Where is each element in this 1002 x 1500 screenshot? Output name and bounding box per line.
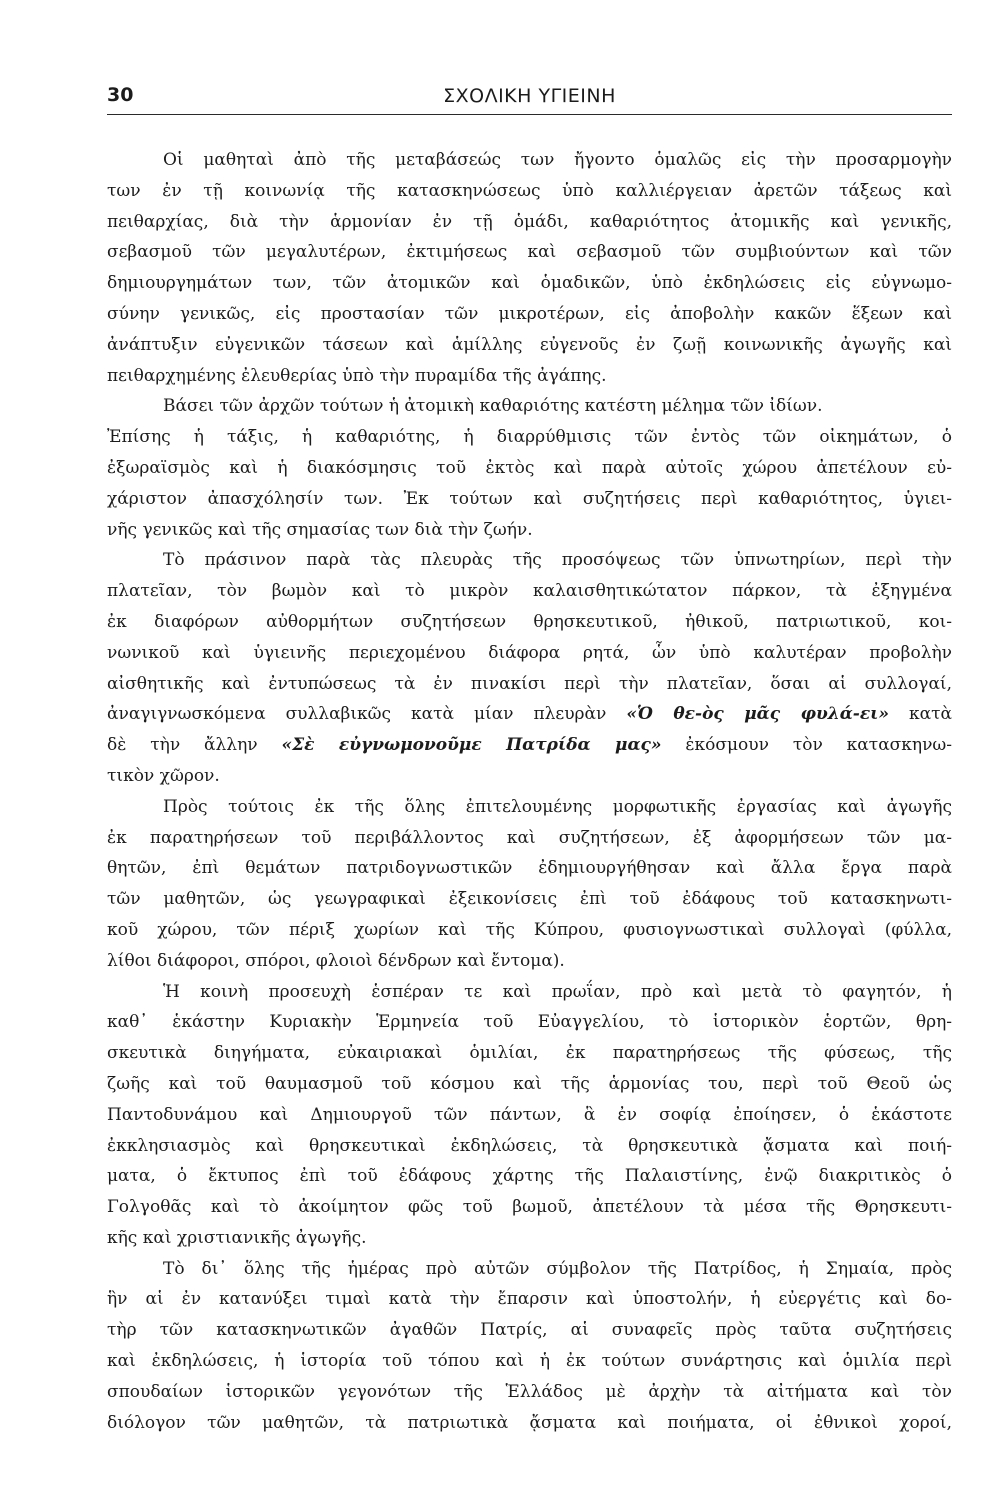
text-line: θητῶν, ἐπὶ θεμάτων πατριδογνωστικῶν ἐδημιουργήθησαν καὶ ἄλλα ἔργα παρὰ (107, 858, 952, 879)
book-title: ΣΧΟΛΙΚΗ ΥΓΙΕΙΝΗ (443, 85, 616, 107)
text-line: ἐξωραϊσμὸς καὶ ἡ διακόσμησις τοῦ ἐκτὸς καὶ παρὰ αὐτοῖς χώρου ἀπετέλουν εὐ- (107, 457, 952, 478)
text-line (107, 699, 952, 730)
text-line: καθ᾽ ἑκάστην Κυριακὴν Ἑρμηνεία τοῦ Εὐαγγελίου, τὸ ἱστορικὸν ἑορτῶν, θρη- (107, 1012, 952, 1033)
text-line: Οἱ μαθηταὶ ἀπὸ τῆς μεταβάσεώς των ἤγοντο ὁμαλῶς εἰς τὴν προσαρμογὴν (163, 150, 952, 170)
text-line: των ἐν τῇ κοινωνίᾳ τῆς κατασκηνώσεως ὑπὸ καλλιέργειαν ἀρετῶν τάξεως καὶ (107, 180, 952, 201)
text-line: κῆς καὶ χριστιανικῆς ἀγωγῆς. (107, 1227, 367, 1248)
text-run: κατὰ (909, 704, 952, 725)
text-line: Ἡ κοινὴ προσευχὴ ἑσπέραν τε καὶ πρωΐαν, πρὸ καὶ μετὰ τὸ φαγητόν, ἡ (163, 981, 952, 1002)
text-line: ζωῆς καὶ τοῦ θαυμασμοῦ τοῦ κόσμου καὶ τῆς ἁρμονίας του, περὶ τοῦ Θεοῦ ὡς (107, 1073, 952, 1094)
running-header (107, 84, 952, 114)
text-line: πλατεῖαν, τὸν βωμὸν καὶ τὸ μικρὸν καλαισθητικώτατον πάρκον, τὰ ἐξηγμένα (107, 581, 952, 602)
header-rule (107, 114, 952, 115)
text-line: ἐκ παρατηρήσεων τοῦ περιβάλλοντος καὶ συζητήσεων, ἐξ ἀφορμήσεων τῶν μα- (107, 827, 952, 848)
text-line: ἐκκλησιασμὸς καὶ θρησκευτικαὶ ἐκδηλώσεις, τὰ θρησκευτικὰ ᾄσματα καὶ ποιή- (107, 1135, 952, 1156)
paragraph-2 (107, 391, 952, 545)
text-line: σύνην γενικῶς, εἰς προστασίαν τῶν μικροτέρων, εἰς ἀποβολὴν κακῶν ἕξεων καὶ (107, 303, 952, 324)
text-line: τῶν μαθητῶν, ὡς γεωγραφικαὶ ἐξεικονίσεις ἐπὶ τοῦ ἐδάφους τοῦ κατασκηνωτι- (107, 889, 952, 910)
text-line: τικὸν χῶρον. (107, 765, 220, 786)
text-line: λίθοι διάφοροι, σπόροι, φλοιοὶ δένδρων καὶ ἔντομα). (107, 950, 565, 971)
text-line: τὴρ τῶν κατασκηνωτικῶν ἀγαθῶν Πατρίς, αἱ συναφεῖς πρὸς ταῦτα συζητήσεις (107, 1320, 952, 1341)
text-line: ἣν αἱ ἐν κατανύξει τιμαὶ κατὰ τὴν ἔπαρσιν καὶ ὑποστολήν, ἡ εὐεργέτις καὶ δο- (107, 1289, 952, 1310)
text-line: Τὸ πράσινον παρὰ τὰς πλευρὰς τῆς προσόψεως τῶν ὑπνωτηρίων, περὶ τὴν (163, 550, 952, 571)
quote-one: «Ὁ θε-ὸς μᾶς φυλά-ει» (626, 704, 890, 725)
text-line: Γολγοθᾶς καὶ τὸ ἀκοίμητον φῶς τοῦ βωμοῦ, ἀπετέλουν τὰ μέσα τῆς Θρησκευτι- (107, 1197, 952, 1218)
text-line: χάριστον ἀπασχόλησίν των. Ἐκ τούτων καὶ συζητήσεις περὶ καθαριότητος, ὑγιει- (107, 488, 952, 509)
paragraph-6 (107, 1254, 952, 1439)
page-number: 30 (107, 84, 134, 106)
text-line: κοῦ χώρου, τῶν πέριξ χωρίων καὶ τῆς Κύπρου, φυσιογνωστικαὶ συλλογαὶ (φύλλα, (107, 919, 952, 940)
text-line: Ἐπίσης ἡ τάξις, ἡ καθαριότης, ἡ διαρρύθμισις τῶν ἐντὸς τῶν οἰκημάτων, ὁ (107, 427, 952, 448)
text-line: νωνικοῦ καὶ ὑγιεινῆς περιεχομένου διάφορα ρητά, ὧν ὑπὸ καλυτέραν προβολὴν (107, 642, 952, 663)
text-line (107, 730, 952, 761)
text-line: ἀνάπτυξιν εὐγενικῶν τάσεων καὶ ἁμίλλης εὐγενοῦς ἐν ζωῇ κοινωνικῆς ἀγωγῆς καὶ (107, 334, 952, 355)
paragraph-5 (107, 977, 952, 1254)
text-run: δὲ τὴν ἄλλην (107, 735, 258, 756)
text-line: ματα, ὁ ἔκτυπος ἐπὶ τοῦ ἐδάφους χάρτης τῆς Παλαιστίνης, ἐνῷ διακριτικὸς ὁ (107, 1166, 952, 1187)
text-line: διόλογον τῶν μαθητῶν, τὰ πατριωτικὰ ᾄσματα καὶ ποιήματα, οἱ ἐθνικοὶ χοροί, (107, 1412, 952, 1433)
text-run: ἀναγιγνωσκόμενα συλλαβικῶς κατὰ μίαν πλευρὰν (107, 704, 607, 725)
text-line: Πρὸς τούτοις ἐκ τῆς ὅλης ἐπιτελουμένης μορφωτικῆς ἐργασίας καὶ ἀγωγῆς (163, 796, 952, 817)
paragraph-4 (107, 792, 952, 977)
paragraph-1 (107, 145, 952, 391)
text-line: σκευτικὰ διηγήματα, εὐκαιριακαὶ ὁμιλίαι, ἐκ παρατηρήσεως τῆς φύσεως, τῆς (107, 1043, 952, 1064)
text-line: Παντοδυνάμου καὶ Δημιουργοῦ τῶν πάντων, ἃ ἐν σοφίᾳ ἐποίησεν, ὁ ἑκάστοτε (107, 1104, 952, 1125)
text-line: δημιουργημάτων των, τῶν ἀτομικῶν καὶ ὁμαδικῶν, ὑπὸ ἐκδηλώσεις εἰς εὐγνωμο- (107, 273, 952, 294)
quote-two: «Σὲ εὐγνωμονοῦμε Πατρίδα μας» (281, 735, 662, 756)
text-line: πειθαρχημένης ἐλευθερίας ὑπὸ τὴν πυραμίδα τῆς ἀγάπης. (107, 365, 607, 386)
text-line: σπουδαίων ἱστορικῶν γεγονότων τῆς Ἑλλάδος μὲ ἀρχὴν τὰ αἰτήματα καὶ τὸν (107, 1381, 952, 1402)
text-line: καὶ ἐκδηλώσεις, ἡ ἱστορία τοῦ τόπου καὶ ἡ ἐκ τούτων συνάρτησις καὶ ὁμιλία περὶ (107, 1351, 952, 1372)
book-page (107, 84, 952, 1438)
text-line: ἐκ διαφόρων αὐθορμήτων συζητήσεων θρησκευτικοῦ, ἠθικοῦ, πατριωτικοῦ, κοι- (107, 611, 952, 632)
text-run: ἐκόσμουν τὸν κατασκηνω- (685, 735, 953, 756)
text-line: νῆς γενικῶς καὶ τῆς σημασίας των διὰ τὴν ζωήν. (107, 519, 533, 540)
text-line: Τὸ δι᾽ ὅλης τῆς ἡμέρας πρὸ αὐτῶν σύμβολον τῆς Πατρίδος, ἡ Σημαία, πρὸς (163, 1258, 952, 1279)
paragraph-3 (107, 545, 952, 791)
text-line: αἰσθητικῆς καὶ ἐντυπώσεως τὰ ἐν πινακίσι περὶ τὴν πλατεῖαν, ὅσαι αἱ συλλογαί, (107, 673, 952, 694)
text-line: Βάσει τῶν ἀρχῶν τούτων ἡ ἀτομικὴ καθαριότης κατέστη μέλημα τῶν ἰδίων. (163, 396, 823, 417)
text-line: πειθαρχίας, διὰ τὴν ἁρμονίαν ἐν τῇ ὁμάδι, καθαριότητος ἀτομικῆς καὶ γενικῆς, (107, 211, 952, 232)
text-line: σεβασμοῦ τῶν μεγαλυτέρων, ἐκτιμήσεως καὶ σεβασμοῦ τῶν συμβιούντων καὶ τῶν (107, 242, 952, 263)
